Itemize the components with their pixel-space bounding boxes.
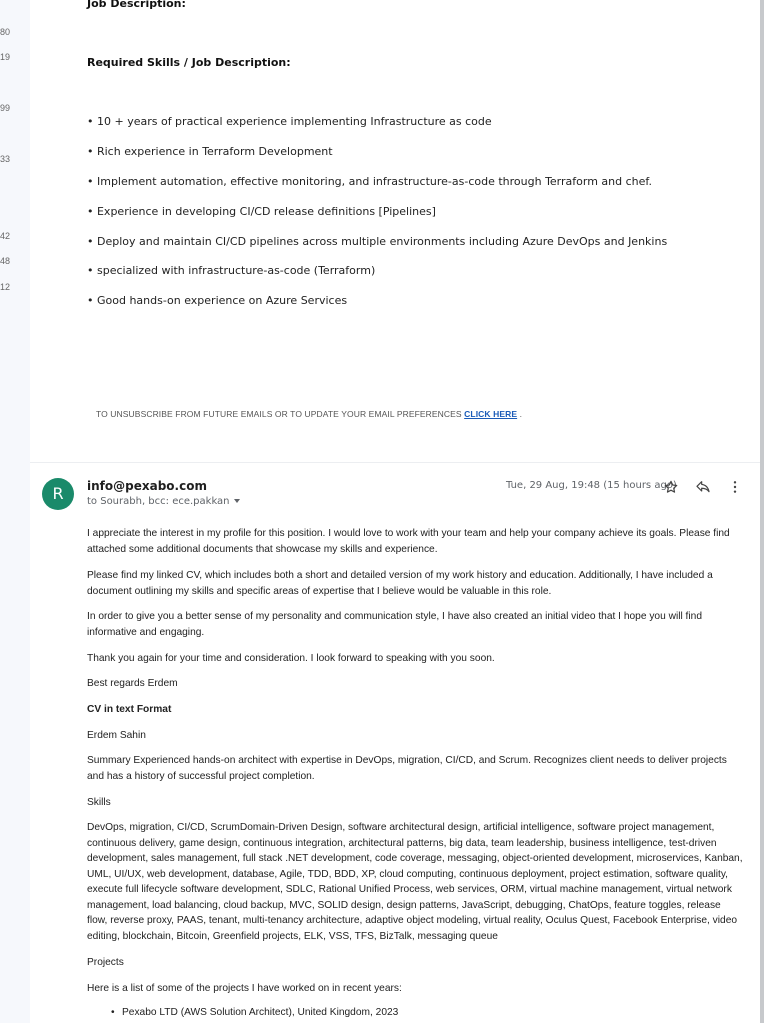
gutter-number: 19 [0, 52, 11, 62]
gutter-number: 12 [0, 282, 11, 292]
more-options-button[interactable] [725, 477, 745, 497]
paragraph: Thank you again for your time and consideration. I look forward to speaking with you soon. [87, 653, 495, 664]
unsubscribe-text: TO UNSUBSCRIBE FROM FUTURE EMAILS OR TO UPDATE YOUR EMAIL PREFERENCES [96, 409, 462, 419]
sender-name[interactable]: info@pexabo.com [87, 479, 207, 493]
more-vert-icon [727, 479, 743, 495]
list-item: • Implement automation, effective monitoring, and infrastructure-as-code through Terraform and chef. [87, 175, 652, 188]
star-icon [663, 479, 679, 495]
list-item: • Deploy and maintain CI/CD pipelines across multiple environments including Azure DevOps and Jenkins [87, 235, 668, 248]
gutter-number: 80 [0, 27, 11, 37]
list-item: • Experience in developing CI/CD release definitions [Pipelines] [87, 205, 436, 218]
recipients-text: to Sourabh, bcc: ece.pakkan [87, 496, 230, 507]
message-date: Tue, 29 Aug, 19:48 (15 hours ago) [506, 480, 677, 491]
left-gutter [0, 0, 30, 1023]
projects-intro: Here is a list of some of the projects I have worked on in recent years: [87, 983, 402, 994]
reply-button[interactable] [693, 477, 713, 497]
required-skills-heading: Required Skills / Job Description: [87, 56, 291, 69]
gutter-number: 99 [0, 103, 11, 113]
cv-heading: CV in text Format [87, 704, 172, 715]
gutter-number: 42 [0, 231, 11, 241]
project-list-item: • Pexabo LTD (AWS Solution Architect), United Kingdom, 2023 [122, 1007, 398, 1018]
skills-list: DevOps, migration, CI/CD, ScrumDomain-Driven Design, software architectural design, artificial intelligence, software project management, continuous delivery, game design, continuous integration, architectural patterns, big data, team leadership, business intelligence, test-driven development, sales management, full stack .NET development, code coverage, messaging, object-oriented development, microservices, Kanban, UML, UI/UX, web development, database, Agile, TDD, BDD, XP, cloud computing, continuous deployment, project estimation, software quality, execute full lifecycle software development, SDLC, Rational Unified Process, web services, ORM, virtual machine management, virtual network management, load balancing, cloud backup, MVC, SOLID design, design patterns, JavaScript, debugging, ChatOps, feature toggles, release flow, reverse proxy, PAAS, tenant, multi-tenancy architecture, adaptive object modeling, virtual reality, Oculus Quest, Facebook Enterprise, video editing, blockchain, Bitcoin, Greenfield projects, ELK, VSS, TFS, BizTalk, messaging queue [87, 822, 743, 942]
reply-icon [695, 479, 711, 495]
paragraph: In order to give you a better sense of my personality and communication style, I have also created an initial video that I hope you will find informative and engaging. [87, 611, 702, 638]
cv-summary: Summary Experienced hands-on architect with expertise in DevOps, migration, CI/CD, and Scrum. Recognizes client needs to deliver projects and has a history of successful project completion. [87, 755, 727, 782]
message-divider [30, 462, 760, 463]
avatar[interactable]: R [42, 478, 74, 510]
scrollbar-thumb[interactable] [760, 0, 764, 1023]
chevron-down-icon [234, 499, 240, 503]
unsubscribe-link[interactable]: CLICK HERE [464, 409, 518, 419]
gutter-number: 33 [0, 154, 11, 164]
list-item: • specialized with infrastructure-as-code (Terraform) [87, 264, 376, 277]
scrollbar[interactable] [760, 0, 764, 1023]
gutter-number: 48 [0, 256, 11, 266]
projects-heading: Projects [87, 957, 124, 968]
unsubscribe-suffix: . [517, 409, 523, 419]
list-item: • Rich experience in Terraform Development [87, 145, 333, 158]
cv-name: Erdem Sahin [87, 730, 146, 741]
list-item: • Good hands-on experience on Azure Services [87, 294, 348, 307]
paragraph: Please find my linked CV, which includes both a short and detailed version of my work history and education. Additionally, I have included a document outlining my skills and specific areas of expertise that I believe would be valuable in this role. [87, 570, 713, 597]
paragraph: I appreciate the interest in my profile for this position. I would love to work with your team and help your company achieve its goals. Please find attached some additional documents that showcase my skills and experience. [87, 528, 730, 555]
unsubscribe-footer [96, 409, 522, 419]
recipients-dropdown[interactable] [87, 496, 240, 507]
list-item: • 10 + years of practical experience implementing Infrastructure as code [87, 115, 492, 128]
skills-heading: Skills [87, 797, 111, 808]
star-button[interactable] [661, 477, 681, 497]
signoff: Best regards Erdem [87, 678, 178, 689]
job-description-heading: Job Description: [87, 0, 186, 10]
email-thread-panel [30, 0, 760, 1023]
